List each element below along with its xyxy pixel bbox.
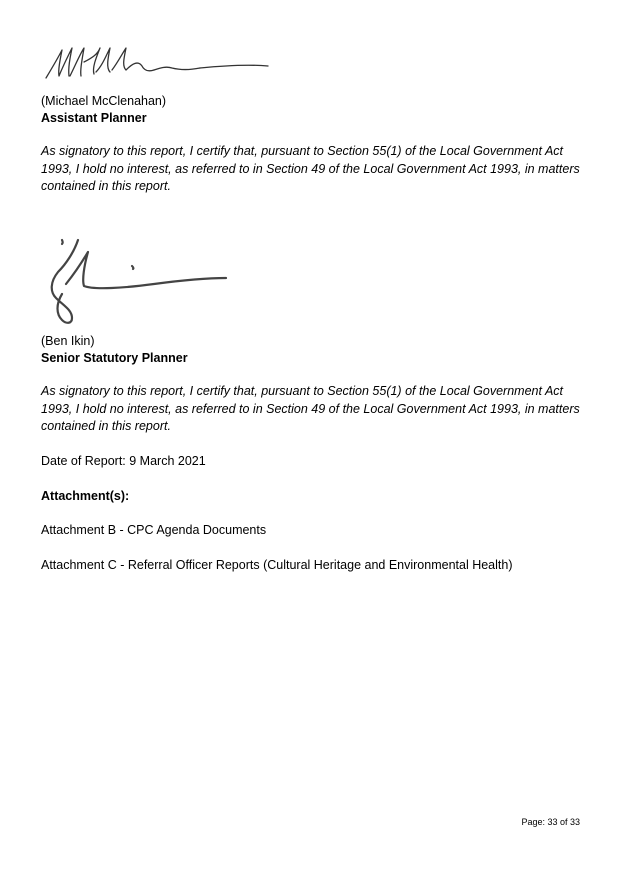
attachment-item: Attachment B - CPC Agenda Documents: [41, 523, 267, 537]
signature-ben-ikin: [44, 232, 234, 328]
signature-michael-mcclenahan: [40, 40, 275, 88]
attachment-item: Attachment C - Referral Officer Reports (Cultural Heritage and Environmental Health): [41, 558, 513, 572]
signatory-2-declaration: As signatory to this report, I certify that, pursuant to Section 55(1) of the Local Government Act 1993, I hold no interest, as referred to in Section 49 of the Local Government Act 1993, in matters contained in this report.: [41, 384, 580, 433]
signatory-2-role: Senior Statutory Planner: [41, 351, 188, 365]
signatory-2-name: (Ben Ikin): [41, 334, 95, 348]
signatory-1-declaration: As signatory to this report, I certify that, pursuant to Section 55(1) of the Local Government Act 1993, I hold no interest, as referred to in Section 49 of the Local Government Act 1993, in matters contained in this report.: [41, 144, 580, 193]
attachments-heading: Attachment(s):: [41, 489, 130, 503]
signatory-1-name: (Michael McClenahan): [41, 94, 167, 108]
signatory-1-role: Assistant Planner: [41, 111, 147, 125]
page-number: Page: 33 of 33: [521, 817, 580, 827]
report-date: Date of Report: 9 March 2021: [41, 454, 206, 468]
